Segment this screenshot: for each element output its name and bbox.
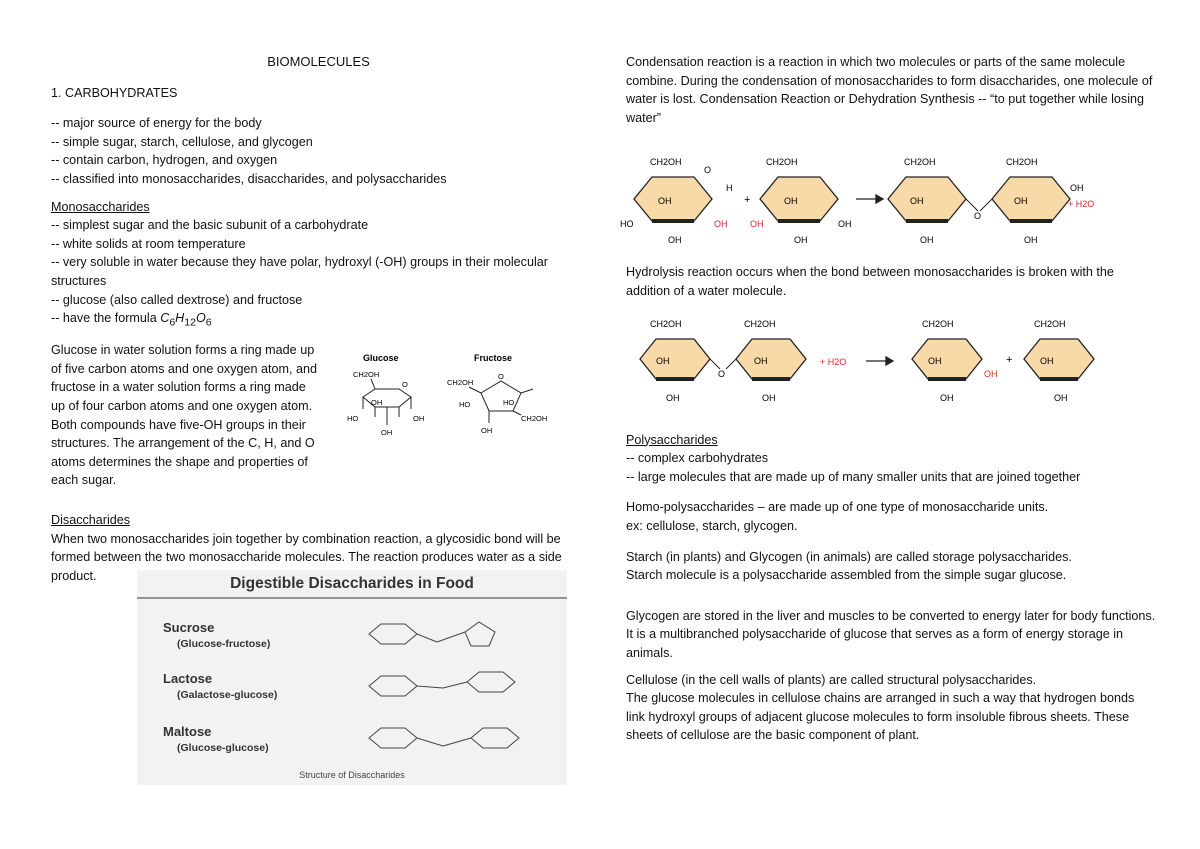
right-column — [620, 53, 1156, 745]
fructose-ch2oh-right: CH2OH — [521, 414, 548, 424]
maltose-label: Maltose — [163, 724, 212, 739]
cellulose-line-2: The glucose molecules in cellulose chains are arranged in such a way that hydrogen bonds link hydroxyl groups of adjacent glucose molecules to form insoluble fibrous sheets. These sheets of cellulose are the basic component of plant. — [626, 691, 1135, 743]
condensation-text: Condensation reaction is a reaction in which two molecules or parts of the same molecule combine. During the condensation of monosaccharides to form disaccharides, one molecule of water is lost. Condensation Reaction or Dehydration Synthesis -- “to put together while losing water” — [626, 55, 1153, 125]
oh-label: OH — [928, 355, 942, 366]
disaccharides-figure-title: Digestible Disaccharides in Food — [230, 575, 474, 592]
oh-label: OH — [1040, 355, 1054, 366]
left-column — [51, 53, 586, 780]
formula-h-sub: 12 — [184, 316, 196, 329]
oh-bottom-label: OH — [940, 392, 954, 403]
formula-o-sub: 6 — [205, 316, 212, 329]
oh-label: OH — [658, 196, 672, 207]
disaccharides-figure — [137, 570, 567, 785]
oh-bottom-label: OH — [668, 235, 682, 246]
sucrose-label: Sucrose — [163, 620, 215, 635]
glucose-ring-o: O — [402, 380, 408, 390]
formula-c-sub: 6 — [169, 316, 176, 329]
monosaccharides-heading: Monosaccharides — [51, 199, 150, 214]
homo-line-2: ex: cellulose, starch, glycogen. — [626, 518, 798, 533]
hydrolysis-text: Hydrolysis reaction occurs when the bond between monosaccharides is broken with the addition of a water molecule. — [626, 265, 1114, 298]
carb-point: -- contain carbon, hydrogen, and oxygen — [51, 153, 278, 168]
formula-line — [51, 309, 586, 332]
fructose-label: Fructose — [474, 353, 513, 364]
hydrolysis-glucose-2 — [1024, 319, 1094, 403]
glucose-oh-right: OH — [413, 414, 425, 424]
water-label: + H2O — [820, 356, 847, 367]
homo-line-1: Homo-polysaccharides – are made up of one type of monosaccharide units. — [626, 500, 1049, 515]
hydrolysis-glucose-1 — [912, 319, 998, 403]
cellulose-line-1: Cellulose (in the cell walls of plants) are called structural polysaccharides. — [626, 672, 1037, 687]
polysaccharides-heading: Polysaccharides — [626, 432, 718, 447]
glycosidic-o-label: O — [718, 368, 726, 379]
oh-bottom-label: OH — [920, 235, 934, 246]
ring-o-label: O — [704, 165, 712, 176]
ch2oh-label: CH2OH — [650, 157, 682, 168]
sucrose-sub: (Glucose-fructose) — [177, 638, 271, 650]
glucose-oh-inner: OH — [371, 398, 383, 408]
ch2oh-label: CH2OH — [904, 157, 936, 168]
oh-bottom-label: OH — [1054, 392, 1068, 403]
ho-label: HO — [620, 219, 634, 230]
mono-point: -- glucose (also called dextrose) and fructose — [51, 292, 303, 307]
ring-section — [51, 341, 586, 511]
condensation-glucose-2 — [750, 157, 852, 245]
glucose-ch2oh: CH2OH — [353, 370, 380, 380]
carb-point: -- simple sugar, starch, cellulose, and glycogen — [51, 134, 313, 149]
disaccharides-text: When two monosaccharides join together by combination reaction, a glycosidic bond will be formed between the two monosaccharide molecules. The reaction produces water as a side product. — [51, 531, 562, 584]
ch2oh-label: CH2OH — [1034, 318, 1066, 329]
mono-point: -- simplest sugar and the basic subunit of a carbohydrate — [51, 218, 369, 233]
fructose-ho: HO — [459, 400, 471, 410]
formula-o: O — [195, 311, 206, 326]
reaction-arrow — [856, 195, 883, 203]
mono-point: -- white solids at room temperature — [51, 236, 246, 251]
formula-prefix: -- have the formula — [51, 311, 161, 326]
oh-red-label: OH — [750, 219, 764, 230]
oh-right-label: OH — [838, 219, 852, 230]
oh-label: OH — [1014, 196, 1028, 207]
ring-description: Glucose in water solution forms a ring made up of five carbon atoms and one oxygen atom, and fructose in a water solution forms a ring made up of four carbon atoms and one oxygen atom. Both compounds have five-OH groups in their structures. The arrangement of the C, H, and O atoms determines the shape and properties of each sugar. — [51, 343, 318, 488]
fructose-oh: OH — [481, 426, 493, 436]
starch-line-1: Starch (in plants) and Glycogen (in animals) are called storage polysaccharides. — [626, 549, 1072, 564]
condensation-maltose — [888, 157, 1084, 245]
starch-line-2: Starch molecule is a polysaccharide assembled from the simple sugar glucose. — [626, 568, 1067, 583]
disaccharides-caption: Structure of Disaccharides — [299, 770, 405, 780]
hydrolysis-maltose — [640, 319, 806, 403]
ch2oh-label: CH2OH — [1006, 157, 1038, 168]
formula-h: H — [175, 311, 185, 326]
oh-bottom-label: OH — [794, 235, 808, 246]
mono-point: -- very soluble in water because they have polar, hydroxyl (-OH) groups in their molecular structures — [51, 255, 548, 288]
ch2oh-label: CH2OH — [922, 318, 954, 329]
section-heading-carbohydrates: 1. CARBOHYDRATES — [51, 85, 178, 100]
disaccharides-heading: Disaccharides — [51, 513, 131, 528]
ch2oh-label: CH2OH — [744, 318, 776, 329]
h-label: H — [726, 183, 733, 194]
glucose-oh-bottom: OH — [381, 428, 393, 438]
oh-right-label: OH — [1070, 183, 1084, 194]
glucose-fructose-figure — [341, 349, 581, 449]
page-title: BIOMOLECULES — [267, 54, 370, 69]
oh-label: OH — [784, 196, 798, 207]
glucose-ho: HO — [347, 414, 359, 424]
lactose-label: Lactose — [163, 671, 213, 686]
oh-label: OH — [910, 196, 924, 207]
poly-point: -- large molecules that are made up of many smaller units that are joined together — [626, 469, 1081, 484]
oh-red-label: OH — [714, 219, 728, 230]
poly-point: -- complex carbohydrates — [626, 451, 769, 466]
glycosidic-o-label: O — [974, 211, 982, 222]
plus-sign: + — [744, 194, 751, 207]
carb-point: -- classified into monosaccharides, disaccharides, and polysaccharides — [51, 171, 447, 186]
condensation-glucose-1 — [620, 157, 733, 245]
glucose-label: Glucose — [363, 353, 399, 364]
oh-red-label: OH — [984, 368, 998, 379]
condensation-diagram — [620, 149, 1100, 249]
reaction-arrow — [866, 357, 893, 365]
lactose-sub: (Galactose-glucose) — [177, 689, 278, 701]
formula-c: C — [160, 311, 170, 326]
fructose-ho-inner: HO — [503, 398, 515, 408]
maltose-sub: (Glucose-glucose) — [177, 742, 269, 754]
hydrolysis-diagram — [630, 315, 1110, 407]
ch2oh-label: CH2OH — [650, 318, 682, 329]
fructose-ch2oh-left: CH2OH — [447, 378, 474, 388]
oh-bottom-label: OH — [666, 392, 680, 403]
carb-point: -- major source of energy for the body — [51, 116, 262, 131]
oh-bottom-label: OH — [762, 392, 776, 403]
glycogen-text: Glycogen are stored in the liver and muscles to be converted to energy later for body functions. It is a multibranched polysaccharide of glucose that serves as a form of energy storage in animals. — [626, 608, 1156, 660]
ch2oh-label: CH2OH — [766, 157, 798, 168]
plus-sign: + — [1006, 353, 1013, 366]
oh-label: OH — [754, 355, 768, 366]
oh-bottom-label: OH — [1024, 235, 1038, 246]
water-label: + H2O — [1068, 199, 1095, 210]
oh-label: OH — [656, 355, 670, 366]
fructose-ring-o: O — [498, 372, 504, 382]
